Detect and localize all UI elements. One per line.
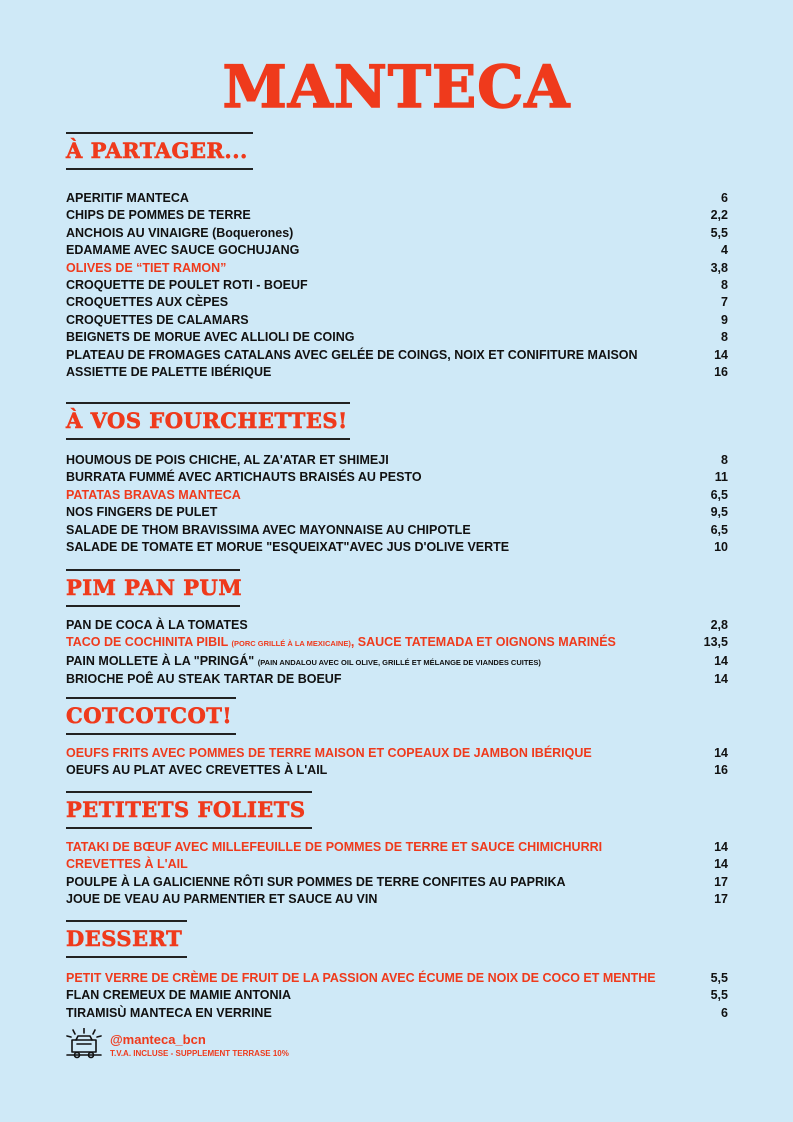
section-title: COTCOTCOT!: [66, 703, 233, 728]
menu-item: [66, 469, 728, 486]
item-price: 8: [721, 330, 728, 345]
section-heading: [0, 132, 793, 172]
menu-item: [66, 522, 728, 539]
item-name: BRIOCHE POÊ AU STEAK TARTAR DE BOEUF: [66, 672, 342, 687]
item-name: CROQUETTES DE CALAMARS: [66, 312, 249, 327]
instagram-handle: @manteca_bcn: [110, 1032, 206, 1047]
item-price: 5,5: [710, 988, 728, 1003]
item-price: 6: [721, 191, 728, 205]
item-name: PLATEAU DE FROMAGES CATALANS AVEC GELÉE DE COINGS, NOIX ET CONIFITURE MAISON: [66, 347, 638, 362]
menu-title: MANTECA: [222, 53, 571, 121]
section-pim-pan-pum: [0, 569, 793, 687]
item-price: 5,5: [710, 225, 728, 240]
menu-item: [66, 277, 728, 294]
item-name: PAN DE COCA À LA TOMATES: [66, 618, 248, 632]
item-name-continued: , SAUCE TATEMADA ET OIGNONS MARINÉS: [350, 635, 616, 650]
section-petitets-foliets: [0, 791, 793, 907]
menu-item: [66, 653, 728, 671]
item-name: TATAKI DE BŒUF AVEC MILLEFEUILLE DE POMMES DE TERRE ET SAUCE CHIMICHURRI: [66, 840, 603, 854]
divider: [66, 733, 236, 735]
item-price: 14: [714, 672, 728, 687]
item-name: OEUFS AU PLAT AVEC CREVETTES À L'AIL: [66, 763, 328, 778]
item-name: HOUMOUS DE POIS CHICHE, AL ZA'ATAR ET SHIMEJI: [66, 453, 389, 467]
item-name: ASSIETTE DE PALETTE IBÉRIQUE: [66, 365, 272, 380]
item-name: PAIN MOLLETE À LA "PRINGÁ": [66, 653, 258, 668]
item-price: 14: [714, 840, 728, 854]
menu-item-highlight: [66, 260, 728, 277]
menu-item-highlight: [66, 970, 728, 987]
menu-item: [66, 891, 728, 908]
menu-item: [66, 294, 728, 311]
item-price: 7: [721, 295, 728, 310]
item-name: CREVETTES À L'AIL: [66, 857, 188, 872]
item-price: 14: [714, 347, 728, 362]
item-name: TIRAMISÙ MANTECA EN VERRINE: [66, 1005, 272, 1020]
item-price: 5,5: [710, 971, 728, 985]
item-price: 2,2: [710, 208, 728, 223]
divider: [66, 605, 240, 607]
item-price: 16: [714, 763, 728, 778]
menu-item: [66, 452, 728, 469]
divider: [66, 168, 253, 170]
item-name: CROQUETTES AUX CÈPES: [66, 295, 229, 310]
section-dessert: [0, 920, 793, 1020]
item-name: PATATAS BRAVAS MANTECA: [66, 487, 241, 502]
divider: [66, 827, 312, 829]
divider: [66, 697, 236, 699]
item-price: 14: [714, 653, 728, 668]
item-name: OLIVES DE “TIET RAMON”: [66, 260, 227, 275]
item-price: 14: [714, 857, 728, 872]
item-description: (PORC GRILLÉ À LA MEXICAINE): [231, 639, 351, 649]
item-name: ANCHOIS AU VINAIGRE (Boquerones): [66, 225, 294, 240]
menu-item: [66, 874, 728, 891]
menu-item: [66, 242, 728, 259]
item-name: SALADE DE THOM BRAVISSIMA AVEC MAYONNAISE AU CHIPOTLE: [66, 522, 471, 537]
item-price: 16: [714, 365, 728, 380]
item-name: SALADE DE TOMATE ET MORUE "ESQUEIXAT"AVEC JUS D'OLIVE VERTE: [66, 540, 510, 555]
divider: [66, 569, 240, 571]
item-price: 11: [714, 470, 728, 485]
menu-item: [66, 1005, 728, 1022]
menu-item: [66, 312, 728, 329]
section-heading: [0, 697, 793, 737]
menu-item: [66, 539, 728, 556]
item-price: 9: [721, 312, 728, 327]
item-name: EDAMAME AVEC SAUCE GOCHUJANG: [66, 243, 300, 258]
item-name-wrap: [66, 653, 541, 671]
section-title: DESSERT: [66, 926, 183, 951]
section-a-partager: [0, 132, 793, 380]
section-title: À PARTAGER...: [66, 138, 248, 163]
item-name: CROQUETTE DE POULET ROTI - BOEUF: [66, 278, 308, 293]
item-name: JOUE DE VEAU AU PARMENTIER ET SAUCE AU VIN: [66, 892, 378, 907]
item-name-wrap: [66, 634, 616, 652]
divider: [66, 132, 253, 134]
item-name: OEUFS FRITS AVEC POMMES DE TERRE MAISON ET COPEAUX DE JAMBON IBÉRIQUE: [66, 746, 592, 760]
item-price: 4: [721, 243, 728, 258]
menu-item: [66, 671, 728, 688]
divider: [66, 920, 187, 922]
divider: [66, 956, 187, 958]
section-a-vos-fourchettes: [0, 402, 793, 555]
item-name: CHIPS DE POMMES DE TERRE: [66, 208, 251, 223]
menu-item: [66, 762, 728, 779]
menu-item-highlight: [66, 856, 728, 873]
menu-item: [66, 987, 728, 1004]
item-price: 8: [721, 453, 728, 467]
item-price: 2,8: [710, 618, 728, 632]
item-price: 10: [714, 540, 728, 555]
item-name: APERITIF MANTECA: [66, 191, 189, 205]
item-name: BURRATA FUMMÉ AVEC ARTICHAUTS BRAISÉS AU PESTO: [66, 470, 422, 485]
section-title: À VOS FOURCHETTES!: [66, 408, 348, 433]
menu-item: [66, 504, 728, 521]
menu-item-highlight: [66, 634, 728, 652]
item-name: BEIGNETS DE MORUE AVEC ALLIOLI DE COING: [66, 330, 355, 345]
item-name: TACO DE COCHINITA PIBIL: [66, 635, 232, 650]
item-price: 17: [714, 892, 728, 907]
menu-item-highlight: [66, 745, 728, 762]
menu-item: [66, 207, 728, 224]
item-name: POULPE À LA GALICIENNE RÔTI SUR POMMES DE TERRE CONFITES AU PAPRIKA: [66, 874, 566, 889]
tax-note: T.V.A. INCLUSE - SUPPLEMENT TERRASE 10%: [110, 1049, 289, 1058]
divider: [66, 402, 350, 404]
item-price: 6: [721, 1005, 728, 1020]
menu-item-highlight: [66, 839, 728, 856]
menu-item: [66, 347, 728, 364]
section-heading: [0, 920, 793, 960]
menu-item-highlight: [66, 487, 728, 504]
item-price: 6,5: [710, 522, 728, 537]
section-heading: [0, 791, 793, 831]
section-title: PIM PAN PUM: [66, 575, 243, 600]
menu-item: [66, 190, 728, 207]
item-price: 8: [721, 278, 728, 293]
item-name: PETIT VERRE DE CRÈME DE FRUIT DE LA PASSION AVEC ÉCUME DE NOIX DE COCO ET MENTHE: [66, 971, 656, 985]
section-heading: [0, 569, 793, 609]
item-price: 17: [714, 874, 728, 889]
section-cotcotcot: [0, 697, 793, 778]
item-name: NOS FINGERS DE PULET: [66, 505, 218, 520]
menu-item: [66, 329, 728, 346]
divider: [66, 438, 350, 440]
divider: [66, 791, 312, 793]
menu-item: [66, 225, 728, 242]
item-price: 3,8: [710, 260, 728, 275]
item-price: 14: [714, 746, 728, 760]
item-price: 13,5: [703, 635, 728, 650]
menu-item: [66, 617, 728, 634]
menu-item: [66, 364, 728, 381]
item-name: FLAN CREMEUX DE MAMIE ANTONIA: [66, 988, 291, 1003]
item-price: 6,5: [710, 487, 728, 502]
section-heading: [0, 402, 793, 442]
item-price: 9,5: [710, 505, 728, 520]
section-title: PETITETS FOLIETS: [66, 797, 306, 822]
food-truck-icon: [64, 1028, 104, 1060]
item-description: (PAIN ANDALOU AVEC OIL OLIVE, GRILLÉ ET MÉLANGE DE VIANDES CUITES): [257, 657, 541, 667]
